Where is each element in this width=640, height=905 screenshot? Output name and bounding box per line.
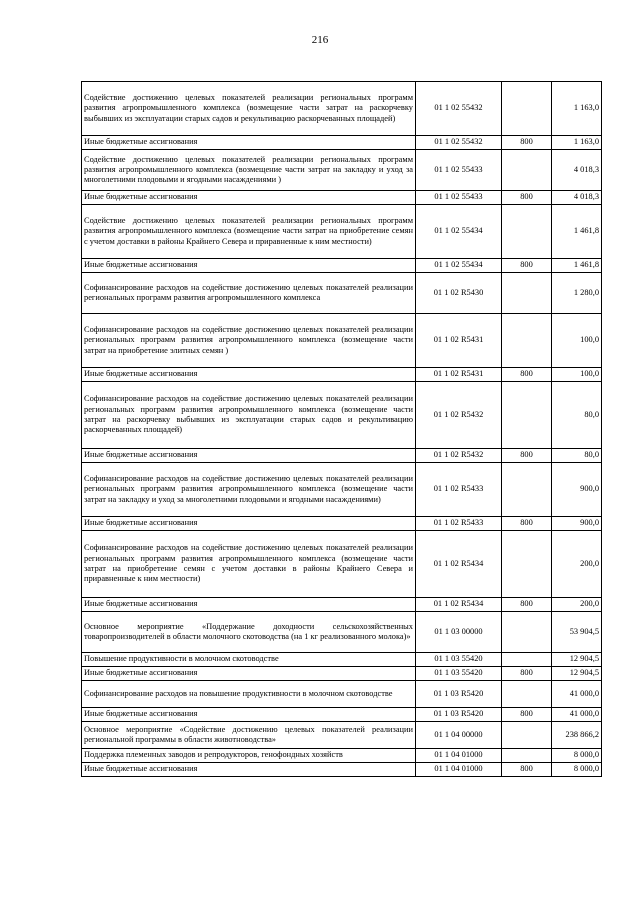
table-row — [82, 191, 602, 205]
table-row — [82, 749, 602, 763]
table-row — [82, 517, 602, 531]
row-expense-type — [502, 150, 552, 191]
row-name: Софинансирование расходов на содействие достижению целевых показателей реализации региональных программ развития агропромышленного комплекса (возмещение части затрат на приобретение элитных семян ) — [82, 314, 416, 368]
row-expense-type: 800 — [502, 259, 552, 273]
row-expense-type: 800 — [502, 449, 552, 463]
row-target-code: 01 1 02 R5430 — [416, 273, 502, 314]
row-amount: 12 904,5 — [552, 667, 602, 681]
table-row — [82, 449, 602, 463]
row-target-code: 01 1 02 55433 — [416, 191, 502, 205]
row-target-code: 01 1 02 R5433 — [416, 463, 502, 517]
table-row — [82, 763, 602, 777]
budget-table-body — [82, 82, 602, 777]
row-amount: 100,0 — [552, 368, 602, 382]
table-row — [82, 368, 602, 382]
table-row — [82, 667, 602, 681]
row-name: Иные бюджетные ассигнования — [82, 598, 416, 612]
row-name: Иные бюджетные ассигнования — [82, 191, 416, 205]
row-amount: 100,0 — [552, 314, 602, 368]
table-row — [82, 314, 602, 368]
page-number: 216 — [311, 34, 329, 46]
row-expense-type — [502, 205, 552, 259]
row-name: Иные бюджетные ассигнования — [82, 259, 416, 273]
row-expense-type: 800 — [502, 667, 552, 681]
row-target-code: 01 1 04 01000 — [416, 763, 502, 777]
row-target-code: 01 1 03 00000 — [416, 612, 502, 653]
row-name: Иные бюджетные ассигнования — [82, 368, 416, 382]
row-name: Иные бюджетные ассигнования — [82, 517, 416, 531]
row-expense-type: 800 — [502, 708, 552, 722]
table-row — [82, 708, 602, 722]
row-amount: 1 461,8 — [552, 259, 602, 273]
row-amount: 200,0 — [552, 598, 602, 612]
row-name: Повышение продуктивности в молочном скотоводстве — [82, 653, 416, 667]
row-name: Иные бюджетные ассигнования — [82, 667, 416, 681]
row-expense-type — [502, 612, 552, 653]
row-expense-type — [502, 463, 552, 517]
table-row — [82, 722, 602, 749]
row-target-code: 01 1 02 R5433 — [416, 517, 502, 531]
row-amount: 1 163,0 — [552, 82, 602, 136]
row-target-code: 01 1 04 00000 — [416, 722, 502, 749]
row-target-code: 01 1 03 R5420 — [416, 681, 502, 708]
row-amount: 53 904,5 — [552, 612, 602, 653]
table-row — [82, 653, 602, 667]
row-name: Софинансирование расходов на содействие достижению целевых показателей реализации региональных программ развития агропромышленного комплекса — [82, 273, 416, 314]
table-row — [82, 598, 602, 612]
budget-table — [81, 81, 602, 777]
row-name: Иные бюджетные ассигнования — [82, 763, 416, 777]
row-amount: 8 000,0 — [552, 749, 602, 763]
row-amount: 80,0 — [552, 449, 602, 463]
row-amount: 1 163,0 — [552, 136, 602, 150]
table-row — [82, 382, 602, 449]
row-expense-type: 800 — [502, 191, 552, 205]
row-expense-type: 800 — [502, 598, 552, 612]
row-amount: 12 904,5 — [552, 653, 602, 667]
row-expense-type — [502, 722, 552, 749]
row-amount: 1 280,0 — [552, 273, 602, 314]
row-name: Иные бюджетные ассигнования — [82, 708, 416, 722]
row-name: Основное мероприятие «Поддержание доходности сельскохозяйственных товаропроизводителей в области молочного скотоводства (на 1 кг реализованного молока)» — [82, 612, 416, 653]
row-name: Содействие достижению целевых показателей реализации региональных программ развития агропромышленного комплекса (возмещение части затрат на приобретение семян с учетом доставки в районы Крайнего Севера и приравненные к ним местности) — [82, 205, 416, 259]
row-amount: 200,0 — [552, 531, 602, 598]
row-name: Софинансирование расходов на содействие достижению целевых показателей реализации региональных программ развития агропромышленного комплекса (возмещение части затрат на раскорчевку выбывших из эксплуатации старых садов и рекультивацию раскорчеванных площадей) — [82, 382, 416, 449]
row-target-code: 01 1 04 01000 — [416, 749, 502, 763]
table-row — [82, 150, 602, 191]
row-amount: 41 000,0 — [552, 681, 602, 708]
row-name: Иные бюджетные ассигнования — [82, 449, 416, 463]
table-row — [82, 136, 602, 150]
row-expense-type — [502, 273, 552, 314]
row-target-code: 01 1 02 R5434 — [416, 531, 502, 598]
row-amount: 80,0 — [552, 382, 602, 449]
row-name: Софинансирование расходов на содействие достижению целевых показателей реализации региональных программ развития агропромышленного комплекса (возмещение части затрат на закладку и уход за многолетними плодовыми и ягодными насаждениями) — [82, 463, 416, 517]
row-expense-type: 800 — [502, 136, 552, 150]
row-target-code: 01 1 02 R5431 — [416, 314, 502, 368]
table-row — [82, 259, 602, 273]
row-amount: 238 866,2 — [552, 722, 602, 749]
row-name: Основное мероприятие «Содействие достижению целевых показателей реализации региональной программы в области животноводства» — [82, 722, 416, 749]
row-amount: 900,0 — [552, 463, 602, 517]
table-row — [82, 82, 602, 136]
row-expense-type: 800 — [502, 368, 552, 382]
row-name: Софинансирование расходов на повышение продуктивности в молочном скотоводстве — [82, 681, 416, 708]
table-row — [82, 681, 602, 708]
row-amount: 41 000,0 — [552, 708, 602, 722]
row-target-code: 01 1 03 R5420 — [416, 708, 502, 722]
row-expense-type — [502, 653, 552, 667]
row-amount: 1 461,8 — [552, 205, 602, 259]
row-amount: 8 000,0 — [552, 763, 602, 777]
table-row — [82, 531, 602, 598]
row-target-code: 01 1 02 R5432 — [416, 449, 502, 463]
row-expense-type — [502, 531, 552, 598]
row-expense-type — [502, 314, 552, 368]
row-expense-type: 800 — [502, 517, 552, 531]
row-target-code: 01 1 02 55432 — [416, 82, 502, 136]
row-target-code: 01 1 02 R5434 — [416, 598, 502, 612]
row-expense-type: 800 — [502, 763, 552, 777]
row-expense-type — [502, 749, 552, 763]
row-expense-type — [502, 82, 552, 136]
row-amount: 4 018,3 — [552, 150, 602, 191]
row-name: Иные бюджетные ассигнования — [82, 136, 416, 150]
row-name: Содействие достижению целевых показателей реализации региональных программ развития агропромышленного комплекса (возмещение части затрат на закладку и уход за многолетними плодовыми и ягодными насаждениями ) — [82, 150, 416, 191]
row-name: Софинансирование расходов на содействие достижению целевых показателей реализации региональных программ развития агропромышленного комплекса (возмещение части затрат на приобретение семян с учетом доставки в районы Крайнего Севера и приравненные к ним местности) — [82, 531, 416, 598]
row-target-code: 01 1 02 R5432 — [416, 382, 502, 449]
table-row — [82, 205, 602, 259]
row-amount: 900,0 — [552, 517, 602, 531]
row-target-code: 01 1 02 55434 — [416, 205, 502, 259]
table-row — [82, 612, 602, 653]
row-expense-type — [502, 382, 552, 449]
row-target-code: 01 1 02 55434 — [416, 259, 502, 273]
row-expense-type — [502, 681, 552, 708]
row-target-code: 01 1 02 55433 — [416, 150, 502, 191]
row-target-code: 01 1 03 55420 — [416, 667, 502, 681]
row-name: Поддержка племенных заводов и репродукторов, генофондных хозяйств — [82, 749, 416, 763]
row-amount: 4 018,3 — [552, 191, 602, 205]
row-target-code: 01 1 02 55432 — [416, 136, 502, 150]
row-name: Содействие достижению целевых показателей реализации региональных программ развития агропромышленного комплекса (возмещение части затрат на раскорчевку выбывших из эксплуатации старых садов и рекультивацию раскорчеванных площадей) — [82, 82, 416, 136]
table-row — [82, 463, 602, 517]
table-row — [82, 273, 602, 314]
row-target-code: 01 1 02 R5431 — [416, 368, 502, 382]
row-target-code: 01 1 03 55420 — [416, 653, 502, 667]
